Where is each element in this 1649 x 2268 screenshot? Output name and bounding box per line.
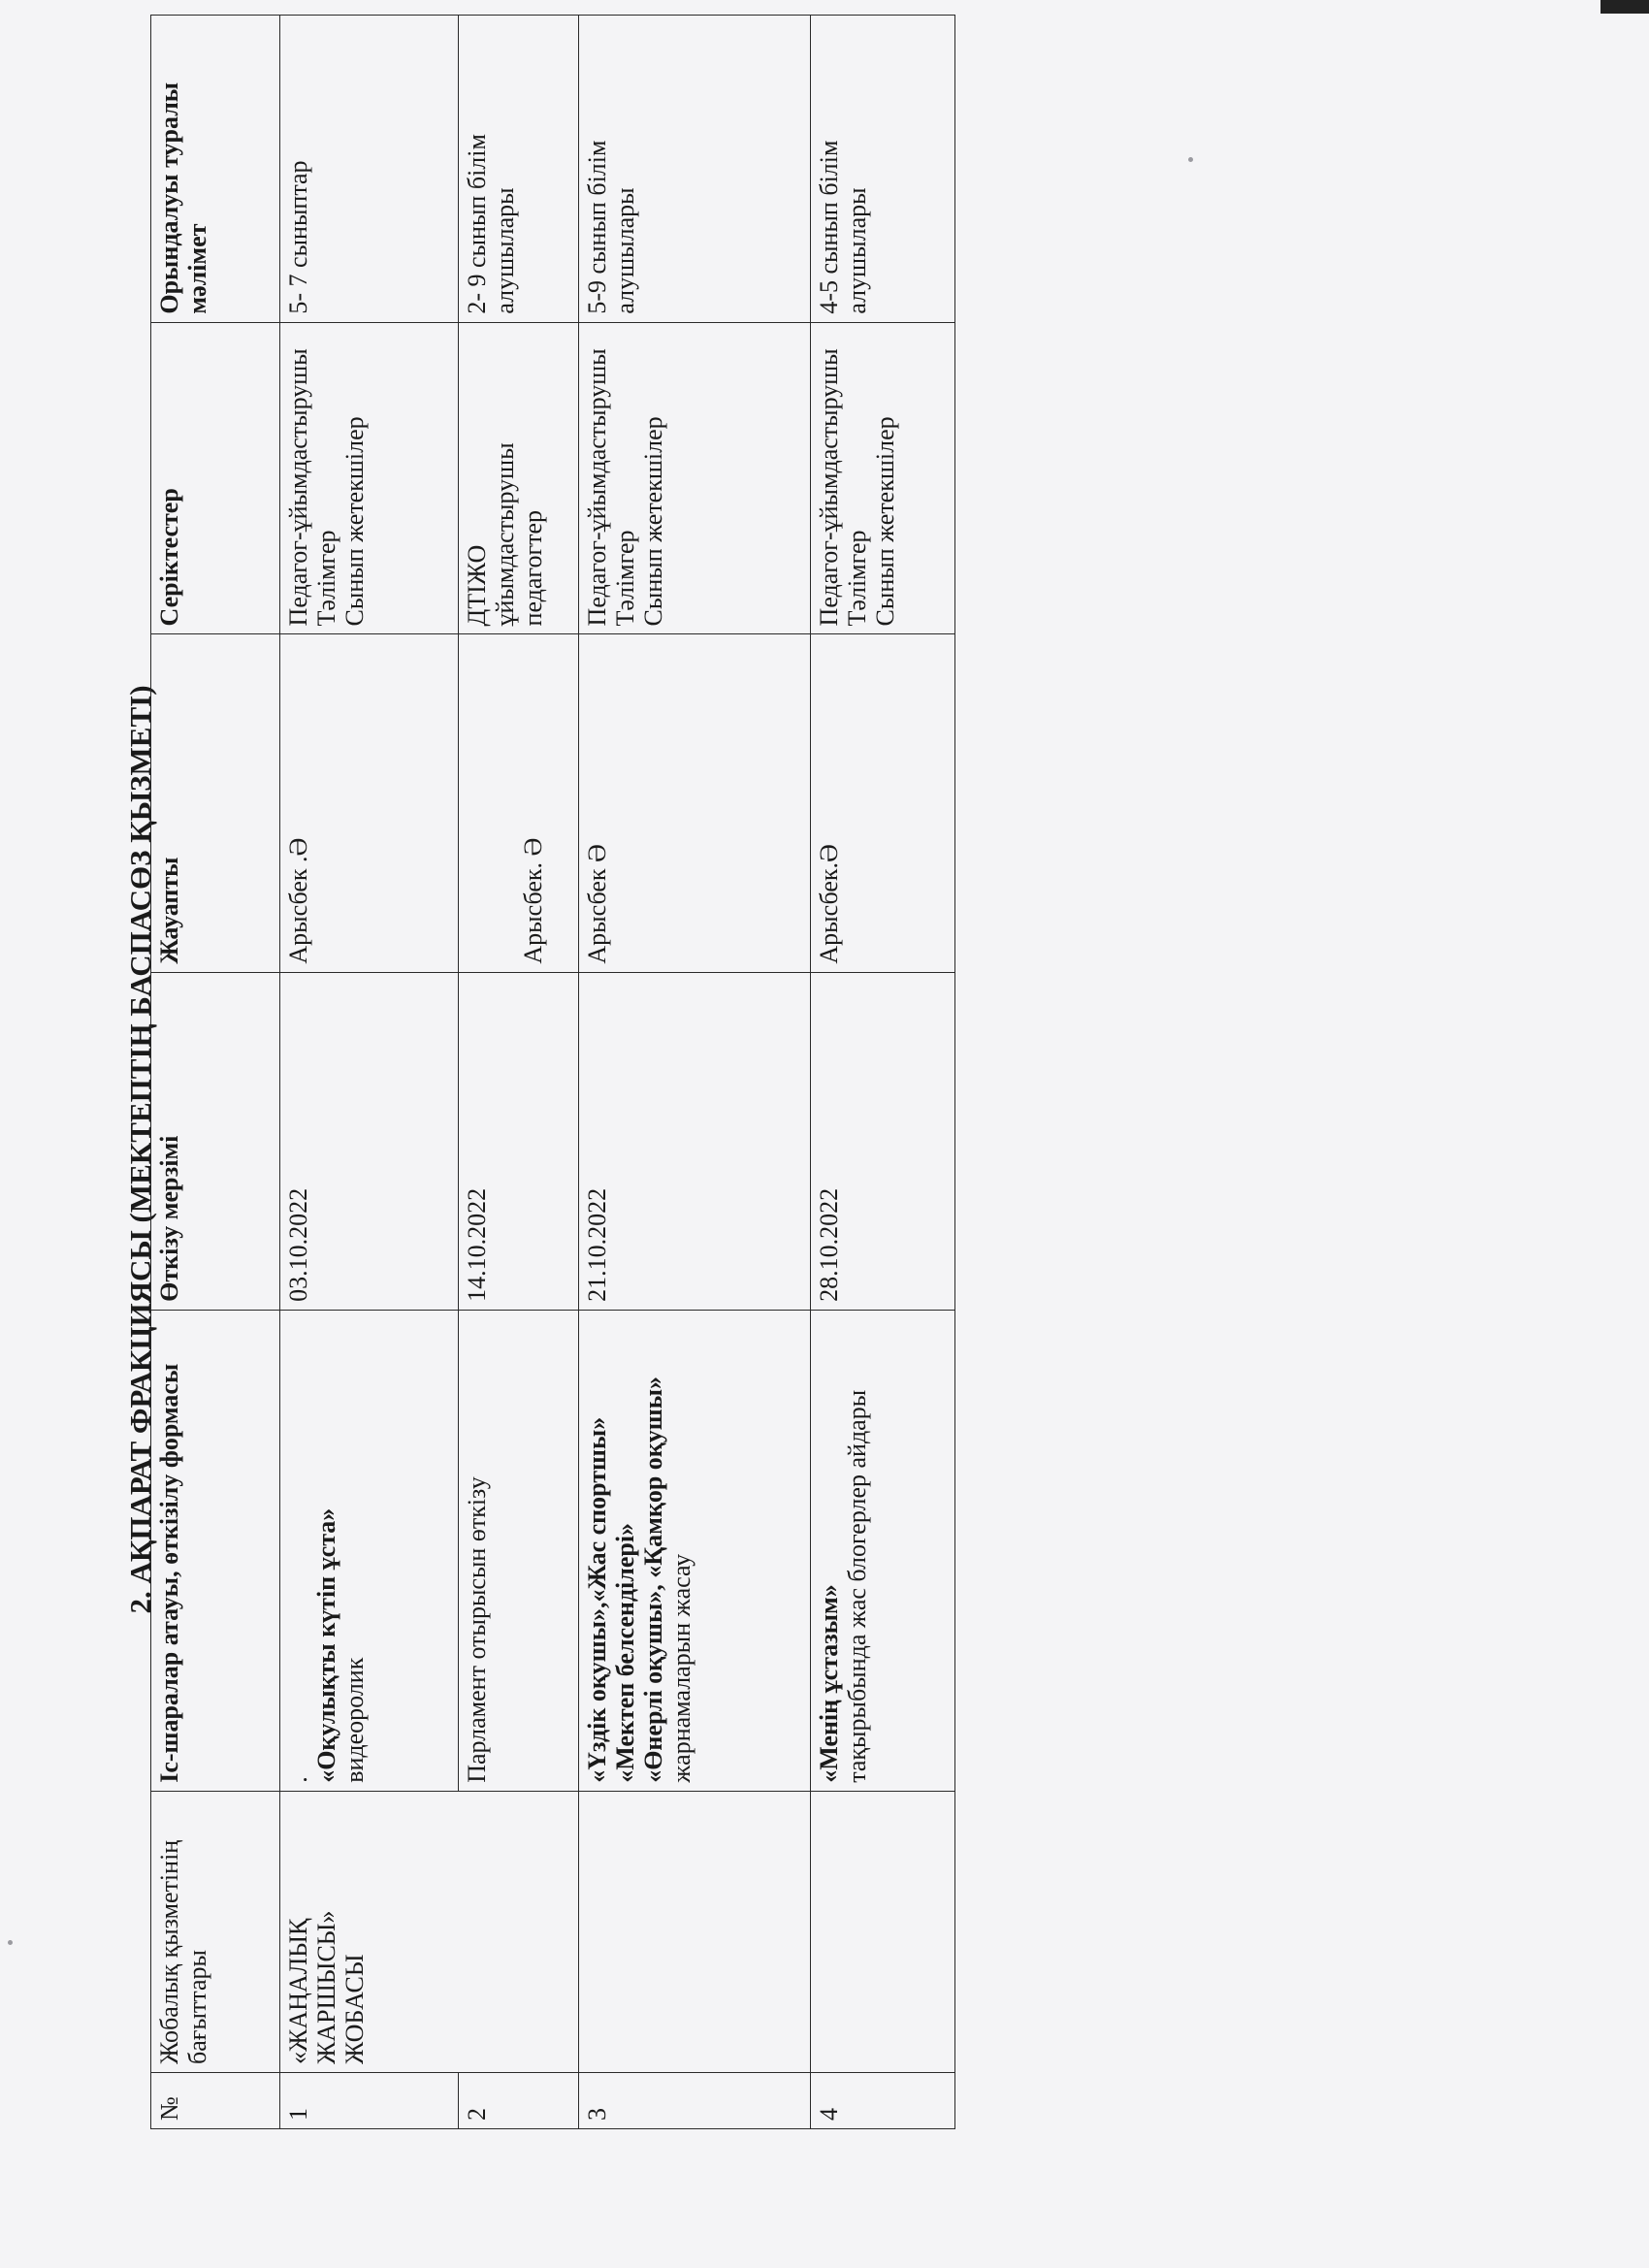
info-cell: 5- 7 сыныптар [280, 16, 459, 323]
scan-edge-mark [1600, 0, 1649, 14]
header-responsible: Жауапты [151, 634, 280, 972]
event-cell [579, 1310, 811, 1791]
partner-item: Тәлімгер [312, 530, 341, 627]
event-cell: Парламент отырысын өткізу [459, 1310, 579, 1791]
table-row [579, 16, 811, 2129]
event-form: видеоролик [340, 1657, 370, 1783]
partner-item: Сынып жетекшілер [871, 416, 900, 627]
partner-item: Педагог-ұйымдастырушы [284, 348, 312, 627]
event-cell [280, 1310, 459, 1791]
info-cell: 4-5 сынып білім алушылары [811, 16, 955, 323]
direction-cell-empty [579, 1791, 811, 2072]
responsible-cell: Арысбек .Ә [280, 634, 459, 972]
row-num: 4 [811, 2072, 955, 2128]
event-dot: . [284, 1776, 312, 1783]
event-title: «Өнерлі оқушы», «Қамқор оқушы» [639, 1376, 668, 1783]
partner-item: Педагог-ұйымдастырушы [583, 348, 611, 627]
responsible-cell [459, 634, 579, 972]
date-cell: 21.10.2022 [579, 972, 811, 1310]
header-info: Орындалуы туралы мәлімет [151, 16, 280, 323]
partner-item: ДТІЖО [463, 544, 491, 627]
date-cell: 03.10.2022 [280, 972, 459, 1310]
table-row [280, 16, 459, 2129]
event-title: «Менің ұстазым» [815, 1584, 843, 1783]
date-cell: 28.10.2022 [811, 972, 955, 1310]
event-form: жарнамаларын жасау [667, 1553, 696, 1783]
event-cell [811, 1310, 955, 1791]
info-cell: 5-9 сынып білім алушылары [579, 16, 811, 323]
partner-item: Педагог-ұйымдастырушы [815, 348, 843, 627]
scan-speck [1188, 157, 1193, 162]
direction-cell-empty [811, 1791, 955, 2072]
info-cell: 2- 9 сынып білім алушылары [459, 16, 579, 323]
table-header-row [151, 16, 280, 2129]
partner-item: педагогтер [519, 509, 548, 627]
header-num: № [151, 2072, 280, 2128]
header-date: Өткізу мерзімі [151, 972, 280, 1310]
responsible-cell: Арысбек Ә [579, 634, 811, 972]
direction-cell: «ЖАҢАЛЫҚ ЖАРШЫСЫ» ЖОБАСЫ [280, 1791, 579, 2072]
partners-cell [811, 322, 955, 634]
row-num: 3 [579, 2072, 811, 2128]
event-title: «Үздік оқушы»,«Жас спортшы» [583, 1416, 611, 1783]
responsible-cell: Арысбек.Ә [811, 634, 955, 972]
date-cell: 14.10.2022 [459, 972, 579, 1310]
plan-table [150, 15, 955, 2129]
header-event: Іс-шаралар атауы, өткізілу формасы [151, 1310, 280, 1791]
partner-item: Тәлімгер [843, 530, 872, 627]
header-direction: Жобалық қызметінің бағыттары [151, 1791, 280, 2072]
event-title: «Оқулықты күтіп ұста» [312, 1507, 341, 1783]
event-form: тақырыбында жас блогерлер айдары [843, 1389, 872, 1783]
row-num: 1 [280, 2072, 459, 2128]
partners-cell [459, 322, 579, 634]
header-partners: Серіктестер [151, 322, 280, 634]
row-num: 2 [459, 2072, 579, 2128]
table-row [811, 16, 955, 2129]
partner-item: Сынып жетекшілер [340, 416, 370, 627]
event-title: «Мектеп белсенділері» [611, 1522, 640, 1783]
responsible-name: Арысбек. Ә [519, 837, 547, 964]
partner-item: Сынып жетекшілер [639, 416, 668, 627]
partners-cell [579, 322, 811, 634]
scan-speck [8, 1940, 13, 1945]
rotated-page [116, 15, 1135, 2129]
partners-cell [280, 322, 459, 634]
partner-item: Тәлімгер [611, 530, 640, 627]
page-title: 2. АҚПАРАТ ФРАКЦИЯСЫ (МЕКТЕПТІҢ БАСПАСӨЗ ҚЫЗМЕТІ) [123, 685, 157, 1614]
partner-item: ұйымдастырушы [491, 442, 520, 627]
